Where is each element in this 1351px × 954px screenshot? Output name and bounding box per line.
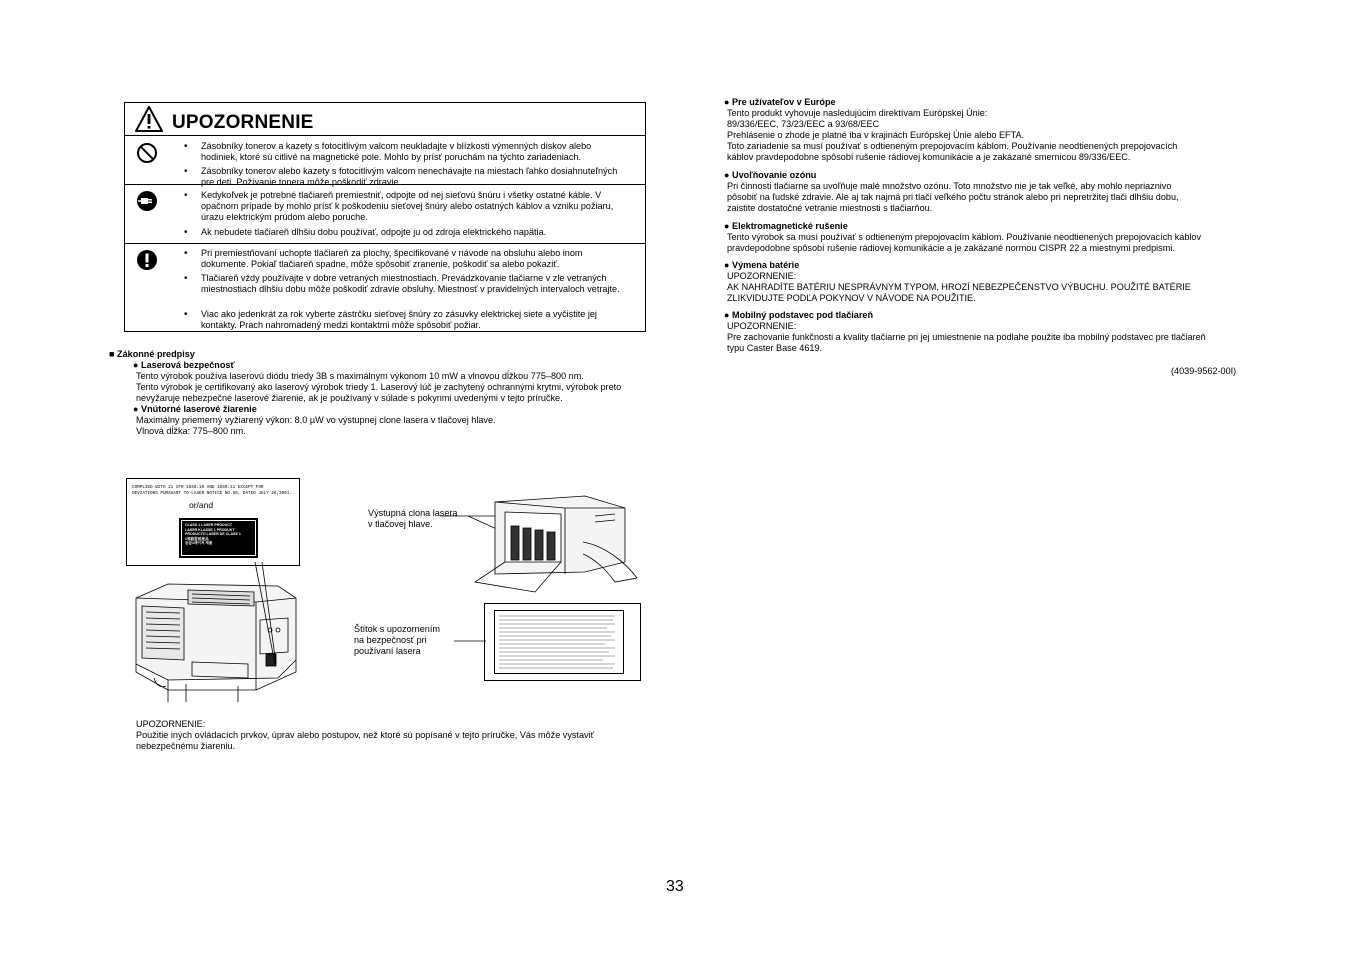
text-line: Tento výrobok používa laserovú diódu triedy 3B s maximálnym výkonom 10 mW a vlnovou dĺžkou 775–800 nm. bbox=[136, 371, 584, 381]
emi-text bbox=[727, 232, 1201, 254]
or-and-label: or/and bbox=[189, 500, 214, 510]
text-line: Tento produkt vyhovuje nasledujúcim direktívam Európskej Únie: bbox=[727, 108, 988, 118]
text-line: pravdepodobne spôsobí rušenie rádiovej komunikácie a je zakázané normou CISPR 22 a miestnymi predpismi. bbox=[727, 243, 1175, 253]
text-line: COMPLIED WITH 21 CFR 1040.10 AND 1040.11 EXCEPT FOR bbox=[132, 485, 264, 490]
text-line: v tlačovej hlave. bbox=[368, 519, 433, 529]
ozone-text bbox=[727, 181, 1179, 214]
laser-safety-heading: ● Laserová bezpečnosť bbox=[133, 360, 235, 370]
sticker-inner bbox=[494, 610, 624, 674]
text-line: Tento výrobok sa musí používať s odtieneným prepojovacím káblom. Používanie neodtienených prepojovacích káblov bbox=[727, 232, 1202, 242]
text-line: Tento výrobok je certifikovaný ako laserový výrobok triedy 1. Laserový lúč je zachytený ochrannými krytmi, výrobok preto bbox=[136, 382, 622, 392]
warning-item: • Kedykoľvek je potrebné tlačiareň premiestniť, odpojte od nej sieťovú šnúru i všetky ostatné káble. V opačnom prípade by mohlo prísť k poškodeniu sieťovej šnúry alebo ostatných káblov a vzniku požiaru, úrazu elektrickým prúdom alebo poruche. bbox=[201, 190, 621, 223]
text-line: Použitie iných ovládacích prvkov, úprav alebo postupov, než ktoré sú popísané v tejto príručke, Vás môže vystaviť bbox=[136, 730, 594, 740]
text-line: DEVIATIONS PURSUANT TO LASER NOTICE NO.50, DATED JULY 26,2001. bbox=[132, 491, 292, 496]
warning-item: • Ak nebudete tlačiareň dlhšiu dobu používať, odpojte ju od zdroja elektrického napätia. bbox=[201, 227, 621, 238]
sticker-pointer-line bbox=[454, 638, 486, 644]
text-line: UPOZORNENIE: bbox=[727, 271, 797, 281]
battery-heading: ● Výmena batérie bbox=[724, 260, 800, 270]
text-line: LASER KLASSE 1 PRODUKT bbox=[185, 527, 235, 532]
text-line: 1等級雷射產品 bbox=[185, 536, 209, 541]
exclamation-icon bbox=[136, 249, 158, 271]
warning-row-storage bbox=[125, 136, 645, 185]
text-line: nebezpečnému žiareniu. bbox=[136, 741, 236, 751]
text-line: Štítok s upozornením bbox=[354, 624, 440, 634]
printer-open-illustration bbox=[465, 492, 640, 602]
text-line: Maximálny priemerný vyžiarený výkon: 8,0 µW vo výstupnej clone lasera v tlačovej hlave. bbox=[136, 415, 496, 425]
text-line: CLASS 1 LASER PRODUCT bbox=[185, 523, 233, 527]
page-number: 33 bbox=[666, 878, 684, 895]
text-line: Vlnová dĺžka: 775–800 nm. bbox=[136, 426, 246, 436]
class1-laser-label bbox=[179, 518, 258, 558]
text-line: káblov pravdepodobne spôsobí rušenie rádiovej komunikácie a je zakázané smernicou 89/336/EEC. bbox=[727, 152, 1131, 162]
text-line: Pre zachovanie funkčnosti a kvality tlačiarne pri jej umiestnenie na podlahe použite iba mobilný podstavec pre tlačiareň bbox=[727, 332, 1206, 342]
warning-item: • Zásobníky tonerov a kazety s fotocitlivým valcom neukladajte v blízkosti výmenných diskov alebo hodiniek, ktoré sú citlivé na magnetické pole. Mohlo by prísť poruchám na týchto zariadeniach. bbox=[201, 141, 621, 163]
document-code: (4039-9562-00I) bbox=[1171, 366, 1237, 376]
text-line: PRODUCTO LASER DE CLASE 1 bbox=[185, 532, 241, 537]
bottom-caution bbox=[136, 719, 594, 752]
text-line: 등급1레이저 제품 bbox=[185, 541, 213, 546]
compliance-label-text bbox=[132, 485, 292, 497]
text-line: ZLIKVIDUJTE PODĽA POKYNOV V NÁVODE NA POUŽITIE. bbox=[727, 293, 976, 303]
text-line: Pri činnosti tlačiarne sa uvoľňuje malé množstvo ozónu. Toto množstvo nie je tak veľké, aby mohlo nepriaznivo bbox=[727, 181, 1172, 191]
internal-laser-text bbox=[136, 415, 496, 437]
warning-item: • Viac ako jedenkrát za rok vyberte zástrčku sieťovej šnúry zo zásuvky elektrickej siete a vyčistite jej kontakty. Prach nahromadený medzi kontaktmi môže spôsobiť požiar. bbox=[201, 309, 621, 331]
ozone-heading: ● Uvoľňovanie ozónu bbox=[724, 170, 817, 180]
sticker-text-lines bbox=[495, 611, 623, 673]
laser-safety-text bbox=[136, 371, 666, 404]
warning-row-cables bbox=[125, 185, 645, 244]
warning-item: • Tlačiareň vždy používajte v dobre vetraných miestnostiach. Prevádzkovanie tlačiarne v zle vetraných miestnostiach dlhšiu dobu môže poškodiť zdravie obsluhy. Miestnosť v pravidelných intervaloch vetrajte. bbox=[201, 273, 621, 295]
sticker-caption bbox=[354, 624, 440, 657]
stand-heading: ● Mobilný podstavec pod tlačiareň bbox=[724, 310, 873, 320]
prohibition-icon bbox=[136, 142, 158, 164]
europe-heading: ● Pre užívateľov v Európe bbox=[724, 97, 836, 107]
text-line: na bezpečnosť pri bbox=[354, 635, 427, 645]
warning-row-handling bbox=[125, 244, 645, 332]
internal-laser-heading: ● Vnútorné laserové žiarenie bbox=[133, 404, 257, 414]
callout-lines bbox=[240, 560, 290, 670]
warning-box bbox=[124, 102, 646, 332]
text-line: nevyžaruje nebezpečné laserové žiarenie, ak je používaný v súlade s pokynmi uvedenými v tejto príručke. bbox=[136, 393, 563, 403]
regulations-heading: ■ Zákonné predpisy bbox=[109, 349, 195, 359]
warning-item: • Zásobníky tonerov alebo kazety s fotocitlivým valcom nenechávajte na miestach ľahko dosiahnuteľných pre deti. Požívanie tonera môže poškodiť zdravie. bbox=[201, 166, 621, 188]
europe-text bbox=[727, 108, 1177, 163]
compliance-label-box bbox=[126, 478, 300, 566]
stand-text bbox=[727, 321, 1206, 354]
battery-text bbox=[727, 271, 1191, 304]
text-line: 89/336/EEC, 73/23/EEC a 93/68/EEC bbox=[727, 119, 880, 129]
text-line: Toto zariadenie sa musí používať s odtieneným prepojovacím káblom. Používanie neodtienených prepojovacích bbox=[727, 141, 1178, 151]
laser-warning-sticker bbox=[484, 603, 641, 681]
text-line: zaistite dostatočné vetranie miestnosti s tlačiarňou. bbox=[727, 203, 933, 213]
warning-item: • Pri premiestňovaní uchopte tlačiareň za plochy, špecifikované v návode na obsluhu alebo inom dokumente. Pokiaľ tlačiareň spadne, môže spôsobiť zranenie, poškodiť sa alebo pokaziť. bbox=[201, 248, 621, 270]
text-line: pôsobiť na ľudské zdravie. Ale aj tak najmä pri tlači veľkého počtu stránok alebo pri nepretržitej tlači dlhšiu dobu, bbox=[727, 192, 1179, 202]
caution-title: UPOZORNENIE: bbox=[136, 719, 206, 729]
text-line: Výstupná clona lasera bbox=[368, 508, 458, 518]
warning-header bbox=[125, 103, 645, 136]
warning-triangle-icon bbox=[134, 105, 164, 133]
text-line: UPOZORNENIE: bbox=[727, 321, 797, 331]
warning-title: UPOZORNENIE bbox=[172, 112, 314, 133]
text-line: Prehlásenie o zhode je platné iba v krajinách Európskej Únie alebo EFTA. bbox=[727, 130, 1025, 140]
text-line: používaní lasera bbox=[354, 646, 421, 656]
emi-heading: ● Elektromagnetické rušenie bbox=[724, 221, 848, 231]
text-line: AK NAHRADÍTE BATÉRIU NESPRÁVNYM TYPOM, HROZÍ NEBEZPEČENSTVO VÝBUCHU. POUŽITÉ BATÉRIE bbox=[727, 282, 1191, 292]
text-line: typu Caster Base 4619. bbox=[727, 343, 823, 353]
unplug-icon bbox=[136, 190, 158, 212]
